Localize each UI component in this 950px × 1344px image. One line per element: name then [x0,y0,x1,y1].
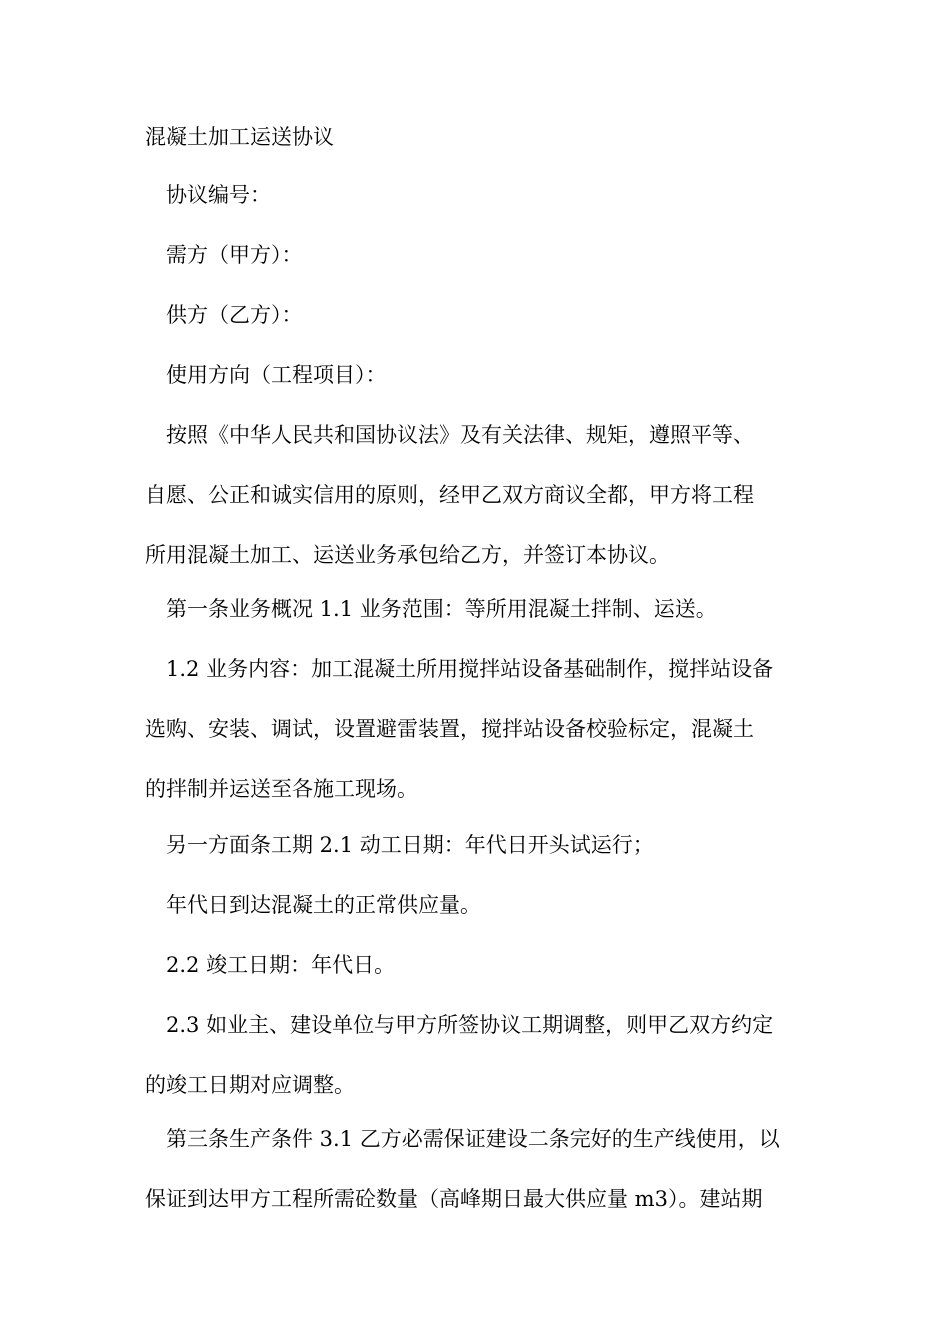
paragraph-line: 的竣工日期对应调整。 [145,1073,355,1097]
article-three-line: 第三条生产条件 3.1 乙方必需保证建设二条完好的生产线使用，以 [166,1127,780,1151]
article-one-line: 第一条业务概况 1.1 业务范围：等所用混凝土拌制、运送。 [166,597,717,621]
project-line: 使用方向（工程项目）： [166,363,387,387]
paragraph-line: 选购、安装、调试，设置避雷装置，搅拌站设备校验标定，混凝土 [145,717,754,741]
paragraph-line: 年代日到达混凝土的正常供应量。 [166,893,481,917]
paragraph-line: 1.2 业务内容：加工混凝土所用搅拌站设备基础制作，搅拌站设备 [166,657,774,681]
paragraph-line: 按照《中华人民共和国协议法》及有关法律、规矩，遵照平等、 [166,423,754,447]
paragraph-line: 保证到达甲方工程所需砼数量（高峰期日最大供应量 m3）。建站期 [145,1187,763,1211]
buyer-line: 需方（甲方）： [166,243,303,267]
supplier-line: 供方（乙方）： [166,303,303,327]
paragraph-line: 所用混凝土加工、运送业务承包给乙方，并签订本协议。 [145,543,670,567]
article-two-line: 另一方面条工期 2.1 动工日期：年代日开头试运行； [166,833,654,857]
paragraph-line: 2.2 竣工日期：年代日。 [166,953,396,977]
paragraph-line: 的拌制并运送至各施工现场。 [145,777,418,801]
document-title: 混凝土加工运送协议 [145,125,334,149]
paragraph-line: 2.3 如业主、建设单位与甲方所签协议工期调整，则甲乙双方约定 [166,1013,774,1037]
agreement-number-line: 协议编号： [166,183,271,207]
paragraph-line: 自愿、公正和诚实信用的原则，经甲乙双方商议全都，甲方将工程 [145,483,754,507]
